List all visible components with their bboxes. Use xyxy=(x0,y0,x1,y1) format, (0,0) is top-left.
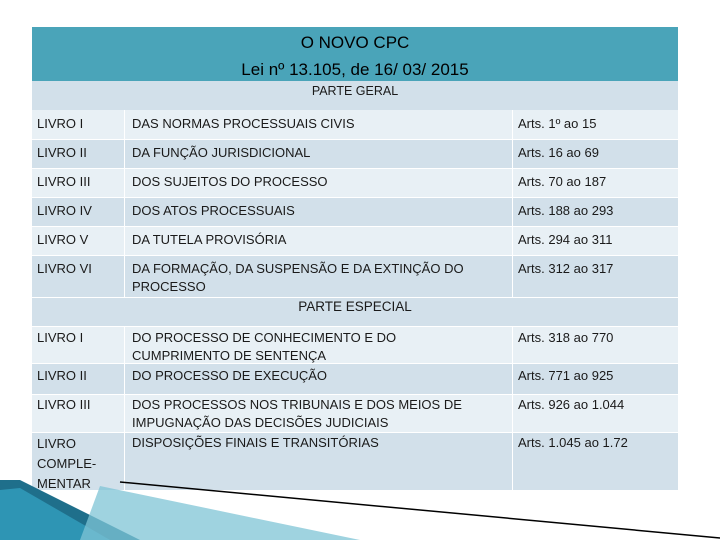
decorative-ribbon xyxy=(0,480,720,540)
artigos-cell: Arts. 70 ao 187 xyxy=(518,174,607,189)
page-subtitle: Lei nº 13.105, de 16/ 03/ 2015 xyxy=(241,60,469,79)
livro-cell: LIVRO I xyxy=(37,330,84,345)
parte-geral-label: PARTE GERAL xyxy=(311,84,399,98)
row-divider xyxy=(32,197,678,198)
titulo-cell: DOS SUJEITOS DO PROCESSO xyxy=(132,174,328,189)
livro-cell: LIVRO III xyxy=(37,397,91,412)
titulo-cell: DISPOSIÇÕES FINAIS E TRANSITÓRIAS xyxy=(132,435,379,450)
artigos-cell: Arts. 312 ao 317 xyxy=(518,261,614,276)
artigos-cell: Arts. 16 ao 69 xyxy=(518,145,599,160)
artigos-cell: Arts. 294 ao 311 xyxy=(518,232,613,247)
parte-geral-band xyxy=(32,81,678,110)
livro-cell: LIVRO V xyxy=(37,232,89,247)
cpc-table xyxy=(32,81,678,490)
titulo-cell: DA FORMAÇÃO, DA SUSPENSÃO E DA EXTINÇÃO DO PROCESSO xyxy=(132,261,464,294)
parte-especial-band xyxy=(32,297,678,326)
titulo-cell: DOS PROCESSOS NOS TRIBUNAIS E DOS MEIOS DE IMPUGNAÇÃO DAS DECISÕES JUDICIAIS xyxy=(132,397,462,430)
titulo-cell: DAS NORMAS PROCESSUAIS CIVIS xyxy=(132,116,355,131)
parte-especial-label: PARTE ESPECIAL xyxy=(298,299,412,314)
titulo-cell: DA TUTELA PROVISÓRIA xyxy=(132,232,287,247)
column-divider xyxy=(124,110,125,297)
titulo-cell: DO PROCESSO DE CONHECIMENTO E DO CUMPRIMENTO DE SENTENÇA xyxy=(132,330,397,363)
row-divider xyxy=(32,139,678,140)
artigos-cell: Arts. 1.045 ao 1.72 xyxy=(518,435,628,450)
titulo-cell: DA FUNÇÃO JURISDICIONAL xyxy=(132,145,311,160)
row-divider xyxy=(32,255,678,256)
livro-cell: LIVRO II xyxy=(37,145,87,160)
row-divider xyxy=(32,326,678,327)
row-divider xyxy=(32,168,678,169)
livro-cell: LIVRO COMPLE-MENTAR xyxy=(37,436,97,491)
titulo-cell: DOS ATOS PROCESSUAIS xyxy=(132,203,295,218)
column-divider xyxy=(124,326,125,490)
row-divider xyxy=(32,432,678,433)
row-divider xyxy=(32,226,678,227)
livro-cell: LIVRO III xyxy=(37,174,91,189)
table-header xyxy=(32,27,678,81)
artigos-cell: Arts. 188 ao 293 xyxy=(518,203,614,218)
row-divider xyxy=(32,297,678,298)
column-divider xyxy=(512,326,513,490)
livro-cell: LIVRO II xyxy=(37,368,87,383)
column-divider xyxy=(512,110,513,297)
livro-cell: LIVRO IV xyxy=(37,203,92,218)
artigos-cell: Arts. 318 ao 770 xyxy=(518,330,614,345)
livro-cell: LIVRO VI xyxy=(37,261,92,276)
livro-cell: LIVRO I xyxy=(37,116,84,131)
titulo-cell: DO PROCESSO DE EXECUÇÃO xyxy=(132,368,328,383)
row-divider xyxy=(32,394,678,395)
ribbon-light-band xyxy=(80,486,360,540)
artigos-cell: Arts. 1º ao 15 xyxy=(518,116,597,131)
page-title: O NOVO CPC xyxy=(300,33,410,52)
artigos-cell: Arts. 926 ao 1.044 xyxy=(518,397,625,412)
artigos-cell: Arts. 771 ao 925 xyxy=(518,368,614,383)
